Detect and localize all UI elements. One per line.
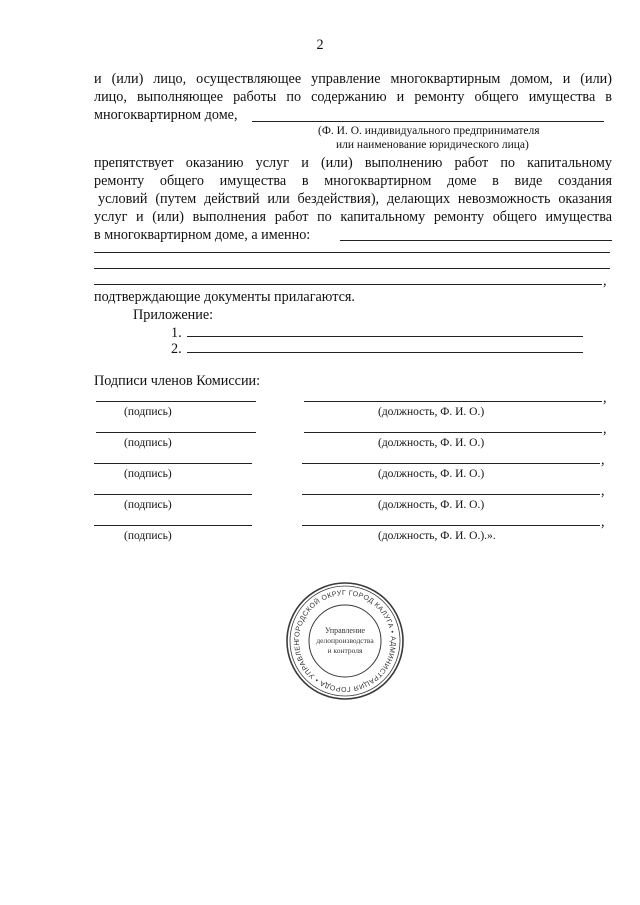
signature-comma: , [601,514,605,530]
signature-comma: , [603,390,607,406]
signature-label: (подпись) [124,530,172,542]
stamp-seal-icon [284,580,406,702]
body-line-4: услуг и (или) выполнения работ по капитальному ремонту общего имущества [94,209,612,225]
attachment-line-1 [187,336,583,337]
signature-line [96,432,256,433]
attachment-item-2: 2. [171,341,182,357]
official-stamp [284,580,406,702]
body-line-5: в многоквартирном доме, а именно: [94,227,311,243]
details-comma: , [603,273,607,289]
attachment-item-1: 1. [171,325,182,341]
signatures-title: Подписи членов Комиссии: [94,373,261,389]
position-line [302,463,600,464]
signature-line [96,401,256,402]
signature-label: (подпись) [124,499,172,511]
stamp-center-line-2: делопроизводства [316,636,374,645]
details-line-1 [340,240,612,241]
details-line-2 [94,252,610,253]
signature-label: (подпись) [124,437,172,449]
stamp-center-line-1: Управление [324,626,366,635]
attachment-title: Приложение: [133,307,214,323]
page-number: 2 [316,37,324,53]
signature-comma: , [601,483,605,499]
position-line [304,401,602,402]
body-line-2: ремонту общего имущества в многоквартирном доме в виде создания [94,173,612,189]
attachment-line-2 [187,352,583,353]
body-line-3: условий (путем действий или бездействия), делающих невозможность оказания [98,191,612,207]
signature-comma: , [601,452,605,468]
details-line-3 [94,268,610,269]
position-label: (должность, Ф. И. О.) [378,468,485,480]
stamp-ring-text: ГОРОДСКОЙ ОКРУГ ГОРОД КАЛУГА • АДМИНИСТРАЦИЯ ГОРОДА • УПРАВЛЕН [293,589,397,693]
details-line-4 [94,284,602,285]
position-label: (должность, Ф. И. О.) [378,437,485,449]
caption-line-2: или наименование юридического лица) [336,139,529,151]
position-label: (должность, Ф. И. О.).». [378,530,496,542]
position-label: (должность, Ф. И. О.) [378,499,485,511]
signature-label: (подпись) [124,406,172,418]
documents-text: подтверждающие документы прилагаются. [94,289,355,305]
intro-line-3: многоквартирном доме, [94,107,238,123]
signature-comma: , [603,421,607,437]
position-line [302,494,600,495]
signature-label: (подпись) [124,468,172,480]
body-line-1: препятствует оказанию услуг и (или) выполнению работ по капитальному [94,155,612,171]
position-line [304,432,602,433]
entity-name-line [252,121,604,122]
signature-line [94,463,252,464]
intro-line-2: лицо, выполняющее работы по содержанию и ремонту общего имущества в [94,89,612,105]
signature-line [94,494,252,495]
position-line [302,525,600,526]
intro-line-1: и (или) лицо, осуществляющее управление многоквартирным домом, и (или) [94,71,612,87]
signature-line [94,525,252,526]
position-label: (должность, Ф. И. О.) [378,406,485,418]
stamp-center-line-3: и контроля [327,646,363,655]
caption-line-1: (Ф. И. О. индивидуального предпринимателя [318,125,540,137]
